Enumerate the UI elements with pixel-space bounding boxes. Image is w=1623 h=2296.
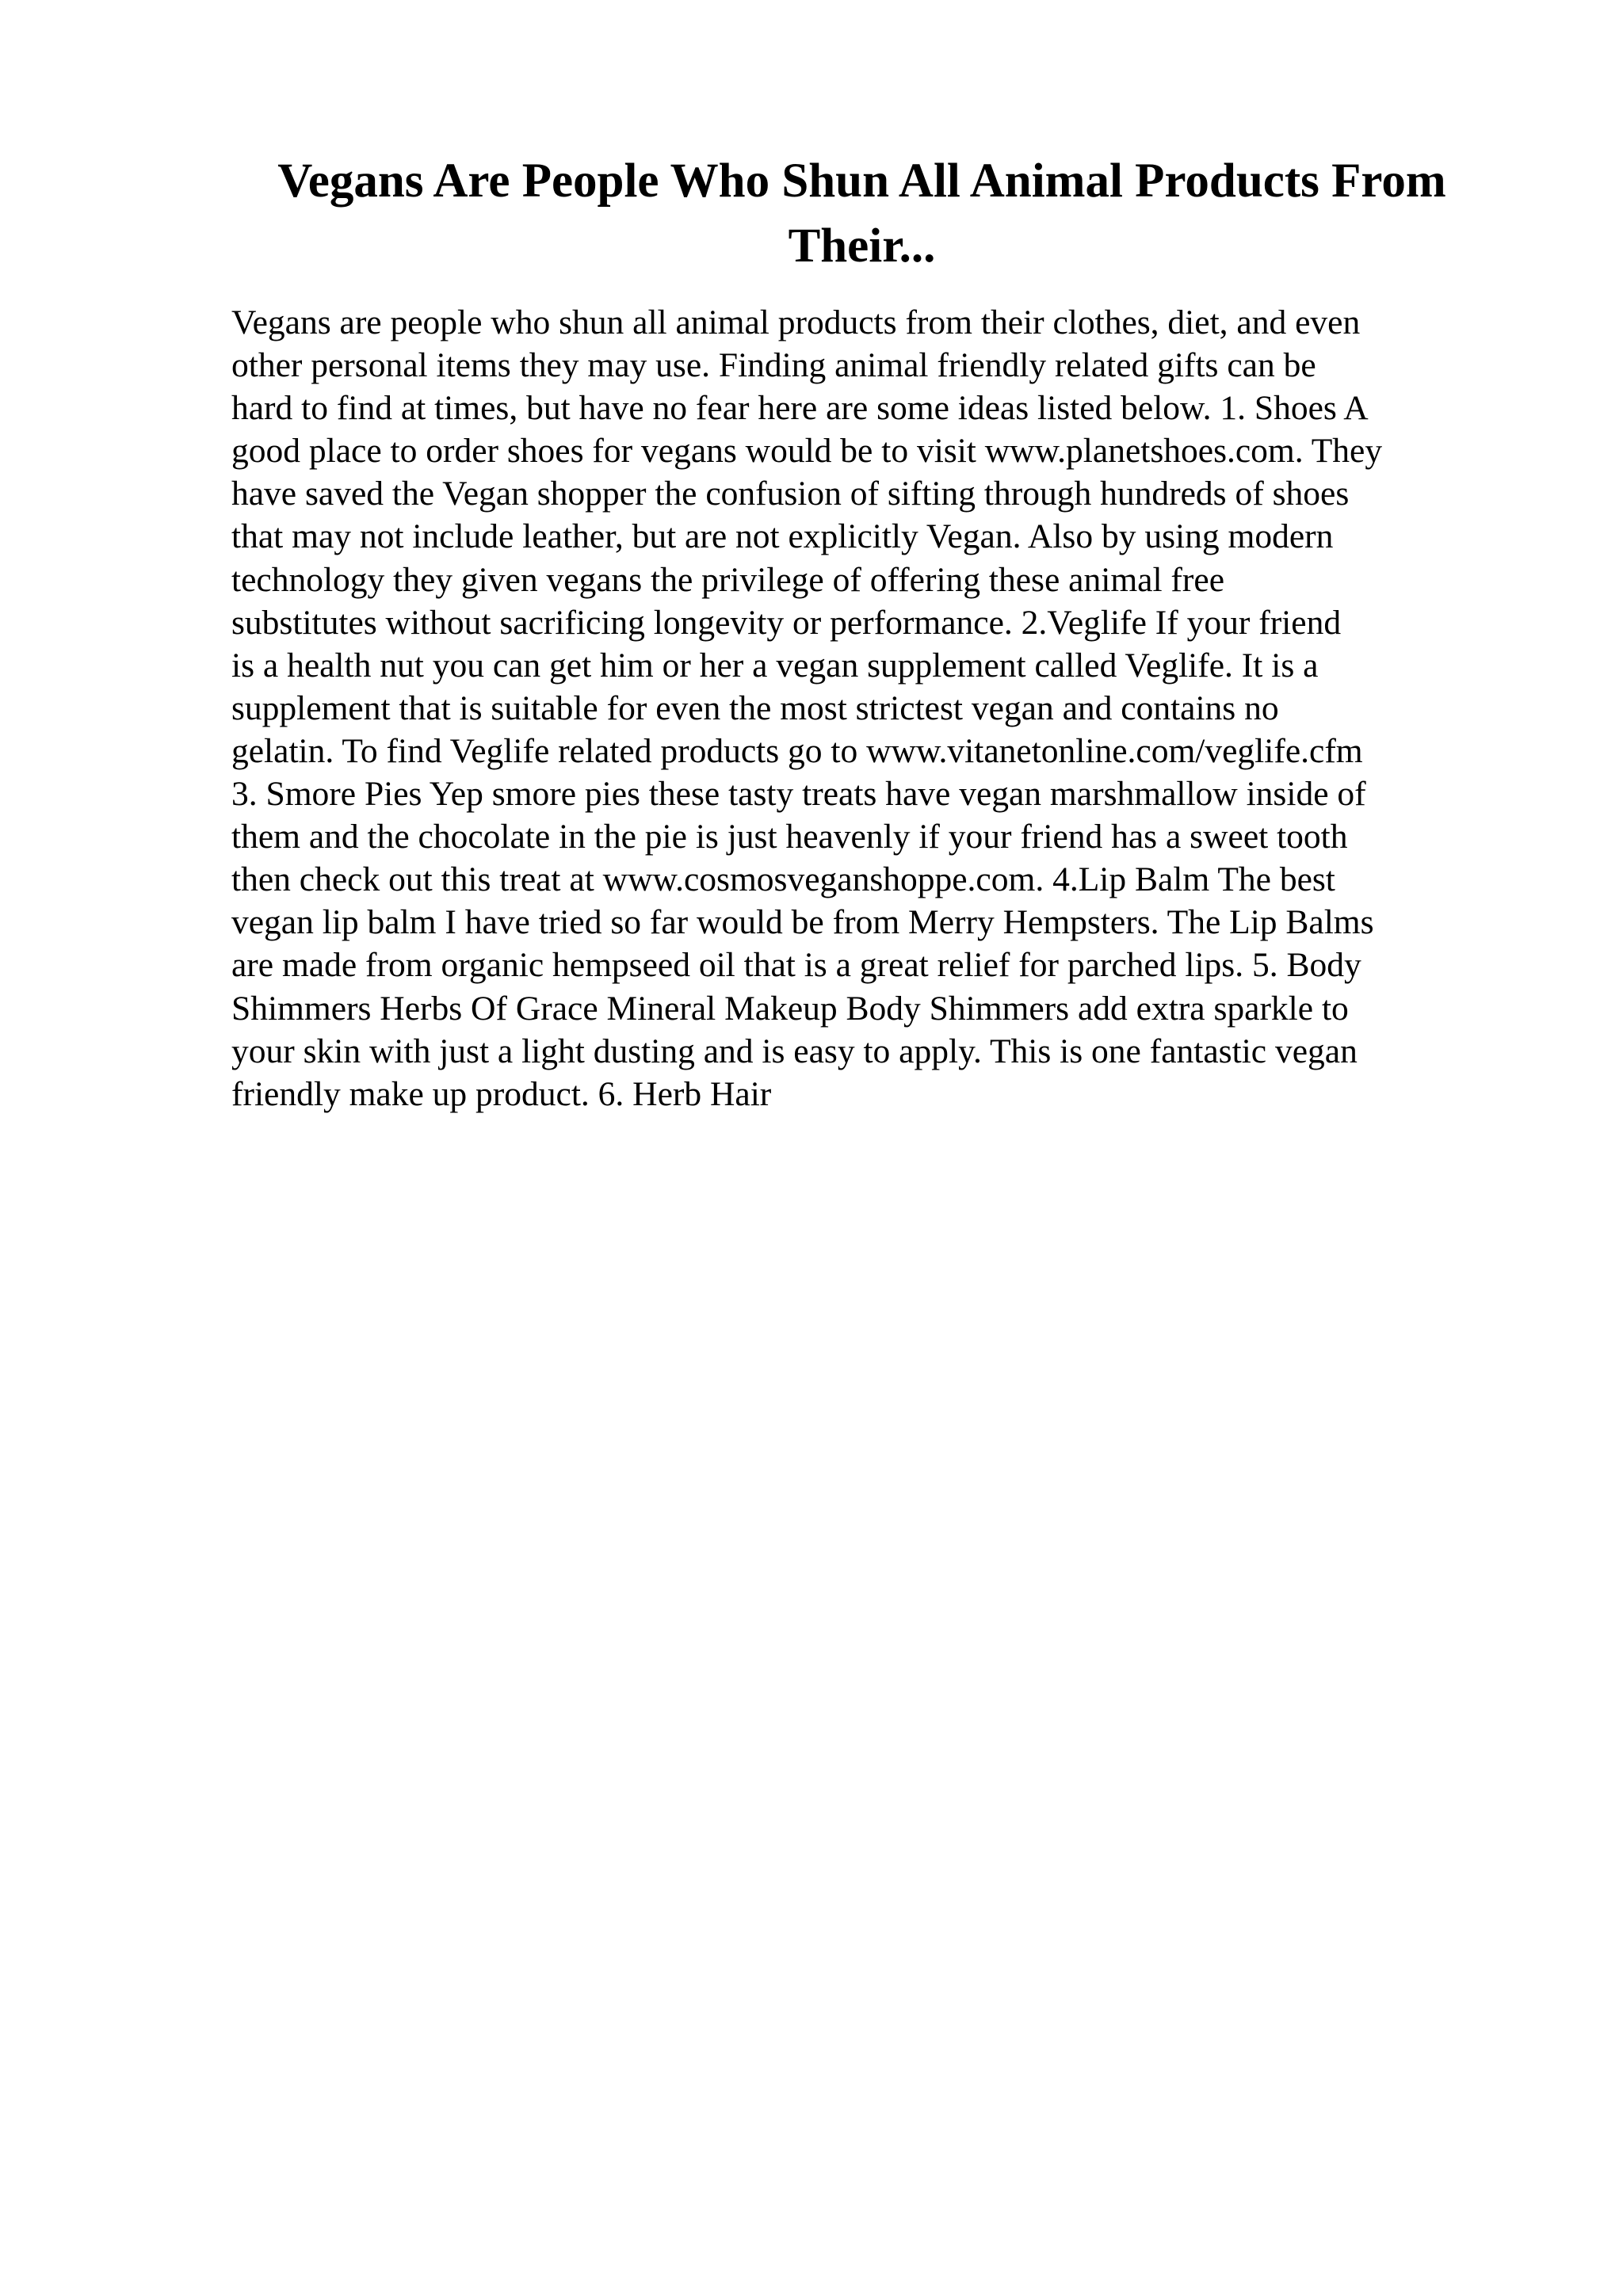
body-line: are made from organic hempseed oil that is a great relief for parched lips. 5. Body (231, 946, 1361, 985)
body-line: that may not include leather, but are not explicitly Vegan. Also by using modern (231, 517, 1334, 556)
body-line: other personal items they may use. Finding animal friendly related gifts can be (231, 346, 1316, 385)
body-line: is a health nut you can get him or her a vegan supplement called Veglife. It is a (231, 646, 1319, 685)
body-line: vegan lip balm I have tried so far would be from Merry Hempsters. The Lip Balms (231, 903, 1374, 942)
body-line: technology they given vegans the privilege of offering these animal free (231, 560, 1225, 599)
body-line: your skin with just a light dusting and is easy to apply. This is one fantastic vegan (231, 1032, 1358, 1070)
body-line: good place to order shoes for vegans would be to visit www.planetshoes.com. They (231, 432, 1383, 471)
body-line: Shimmers Herbs Of Grace Mineral Makeup Body Shimmers add extra sparkle to (231, 989, 1349, 1028)
page-title (230, 149, 1494, 279)
body-line: 3. Smore Pies Yep smore pies these tasty treats have vegan marshmallow inside of (231, 775, 1366, 814)
body-line: gelatin. To find Veglife related products go to www.vitanetonline.com/veglife.cfm (231, 731, 1363, 770)
body-line: then check out this treat at www.cosmosveganshoppe.com. 4.Lip Balm The best (231, 860, 1335, 899)
body-line: them and the chocolate in the pie is just heavenly if your friend has a sweet tooth (231, 818, 1348, 856)
body-line: Vegans are people who shun all animal products from their clothes, diet, and even (231, 303, 1361, 341)
article-body (231, 301, 1484, 1116)
body-line: supplement that is suitable for even the most strictest vegan and contains no (231, 688, 1279, 727)
body-line: substitutes without sacrificing longevity or performance. 2.Veglife If your friend (231, 603, 1342, 642)
body-line: have saved the Vegan shopper the confusion of sifting through hundreds of shoes (231, 475, 1350, 513)
body-line: friendly make up product. 6. Herb Hair (231, 1074, 772, 1113)
title-line: Vegans Are People Who Shun All Animal Products From (277, 154, 1446, 208)
title-line: Their... (788, 219, 936, 273)
body-line: hard to find at times, but have no fear here are some ideas listed below. 1. Shoes A (231, 389, 1369, 428)
